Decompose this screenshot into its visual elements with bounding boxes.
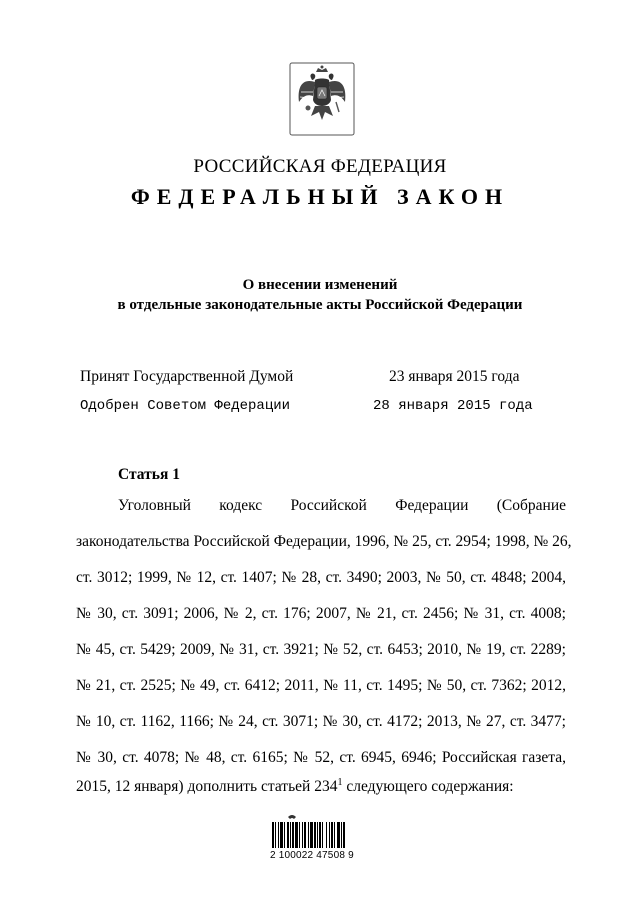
article-text-line: ст. 3012; 1999, № 12, ст. 1407; № 28, ст. 3490; 2003, № 50, ст. 4848; 2004, — [76, 569, 566, 586]
article-text-line: № 21, ст. 2525; № 49, ст. 6412; 2011, № 11, ст. 1495; № 50, ст. 7362; 2012, — [76, 677, 566, 694]
law-title-line-1: О внесении изменений — [242, 277, 398, 293]
article-heading: Статья 1 — [118, 466, 180, 483]
barcode-bars-icon — [270, 814, 374, 850]
duma-adoption-date: 23 января 2015 года — [389, 368, 520, 385]
document-type-heading: ФЕДЕРАЛЬНЫЙ ЗАКОН — [130, 184, 510, 209]
council-approval-label: Одобрен Советом Федерации — [80, 398, 291, 414]
barcode-number: 2 100022 47508 9 — [270, 850, 354, 861]
council-approval-date: 28 января 2015 года — [373, 398, 533, 414]
article-text-line-final — [76, 777, 566, 796]
article-text-line: законодательства Российской Федерации, 1996, № 25, ст. 2954; 1998, № 26, — [76, 533, 572, 550]
duma-adoption-label: Принят Государственной Думой — [80, 368, 294, 385]
article-text-line: Уголовный кодекс Российской Федерации (Собрание — [118, 497, 566, 514]
article-text-after-sup: следующего содержания: — [342, 778, 514, 796]
article-number-superscript: 1 — [337, 777, 343, 788]
article-text-line: № 10, ст. 1162, 1166; № 24, ст. 3071; № 30, ст. 4172; 2013, № 27, ст. 3477; — [76, 713, 566, 730]
article-text-line: № 45, ст. 5429; 2009, № 31, ст. 3921; № 52, ст. 6453; 2010, № 19, ст. 2289; — [76, 641, 566, 658]
article-text-line: № 30, ст. 3091; 2006, № 2, ст. 176; 2007, № 21, ст. 2456; № 31, ст. 4008; — [76, 605, 566, 622]
coat-of-arms-icon — [289, 62, 355, 136]
article-text-before-sup: 2015, 12 января) дополнить статьей 234 — [76, 778, 338, 796]
country-heading: РОССИЙСКАЯ ФЕДЕРАЦИЯ — [193, 156, 447, 177]
article-text-line: № 30, ст. 4078; № 48, ст. 6165; № 52, ст. 6945, 6946; Российская газета, — [76, 749, 566, 766]
state-emblem — [289, 62, 355, 136]
law-title-line-2: в отдельные законодательные акты Российской Федерации — [117, 297, 523, 313]
